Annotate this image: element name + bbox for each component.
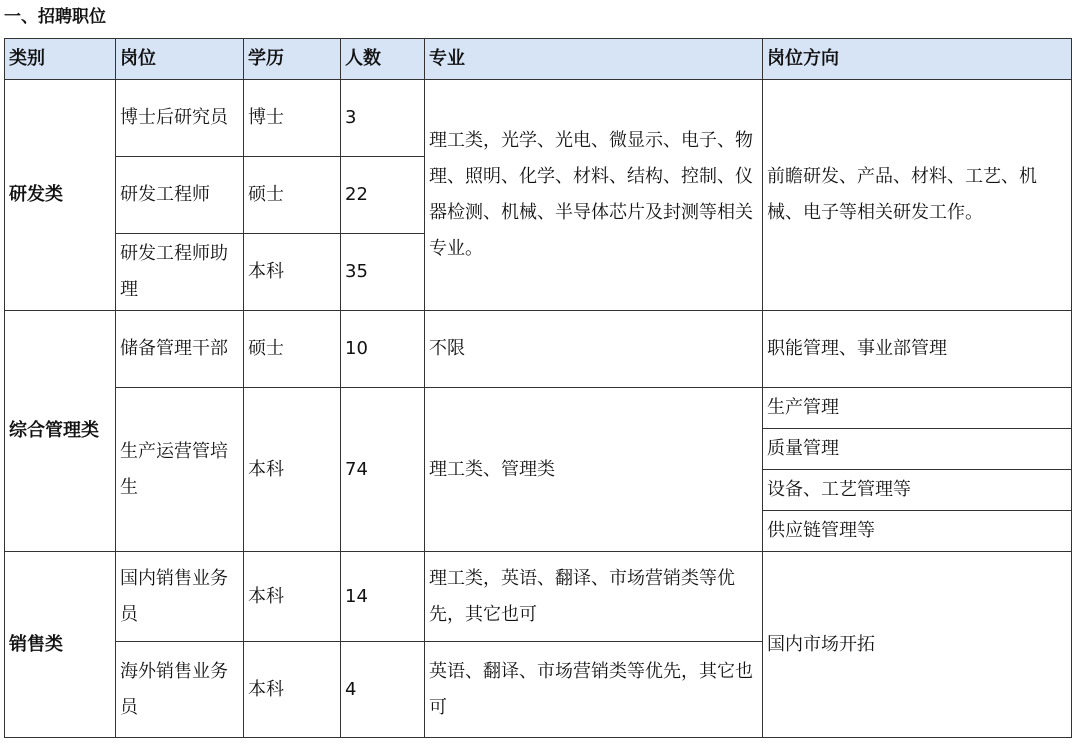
degree-cell: 本科 [244,234,341,311]
category-cell: 研发类 [5,80,116,311]
header-category: 类别 [5,39,116,80]
post-cell: 国内销售业务员 [116,552,244,642]
direction-cell: 供应链管理等 [763,511,1072,552]
major-cell: 理工类、管理类 [425,388,763,552]
degree-cell: 博士 [244,80,341,157]
category-cell: 综合管理类 [5,311,116,552]
count-cell: 10 [341,311,425,388]
degree-cell: 硕士 [244,311,341,388]
direction-cell: 设备、工艺管理等 [763,470,1072,511]
count-cell: 35 [341,234,425,311]
direction-cell: 质量管理 [763,429,1072,470]
major-cell: 英语、翻译、市场营销类等优先，其它也可 [425,642,763,738]
major-cell: 不限 [425,311,763,388]
major-cell: 理工类，英语、翻译、市场营销类等优先，其它也可 [425,552,763,642]
header-major: 专业 [425,39,763,80]
post-cell: 博士后研究员 [116,80,244,157]
degree-cell: 硕士 [244,157,341,234]
header-post: 岗位 [116,39,244,80]
major-cell: 理工类，光学、光电、微显示、电子、物理、照明、化学、材料、结构、控制、仪器检测、机械、半导体芯片及封测等相关专业。 [425,80,763,311]
section-heading: 一、招聘职位 [4,7,106,27]
table-row [5,552,1072,642]
direction-cell: 生产管理 [763,388,1072,429]
category-cell: 销售类 [5,552,116,738]
header-degree: 学历 [244,39,341,80]
count-cell: 4 [341,642,425,738]
post-cell: 研发工程师 [116,157,244,234]
count-cell: 14 [341,552,425,642]
degree-cell: 本科 [244,642,341,738]
table-row [5,80,1072,157]
count-cell: 3 [341,80,425,157]
table-header-row [5,39,1072,80]
direction-cell: 前瞻研发、产品、材料、工艺、机械、电子等相关研发工作。 [763,80,1072,311]
count-cell: 74 [341,388,425,552]
table-row [5,311,1072,388]
direction-cell: 国内市场开拓 [763,552,1072,738]
direction-cell: 职能管理、事业部管理 [763,311,1072,388]
post-cell: 生产运营管培生 [116,388,244,552]
degree-cell: 本科 [244,552,341,642]
header-direction: 岗位方向 [763,39,1072,80]
degree-cell: 本科 [244,388,341,552]
header-count: 人数 [341,39,425,80]
post-cell: 储备管理干部 [116,311,244,388]
recruitment-table [4,38,1072,738]
post-cell: 研发工程师助理 [116,234,244,311]
table-row [5,388,1072,429]
count-cell: 22 [341,157,425,234]
post-cell: 海外销售业务员 [116,642,244,738]
